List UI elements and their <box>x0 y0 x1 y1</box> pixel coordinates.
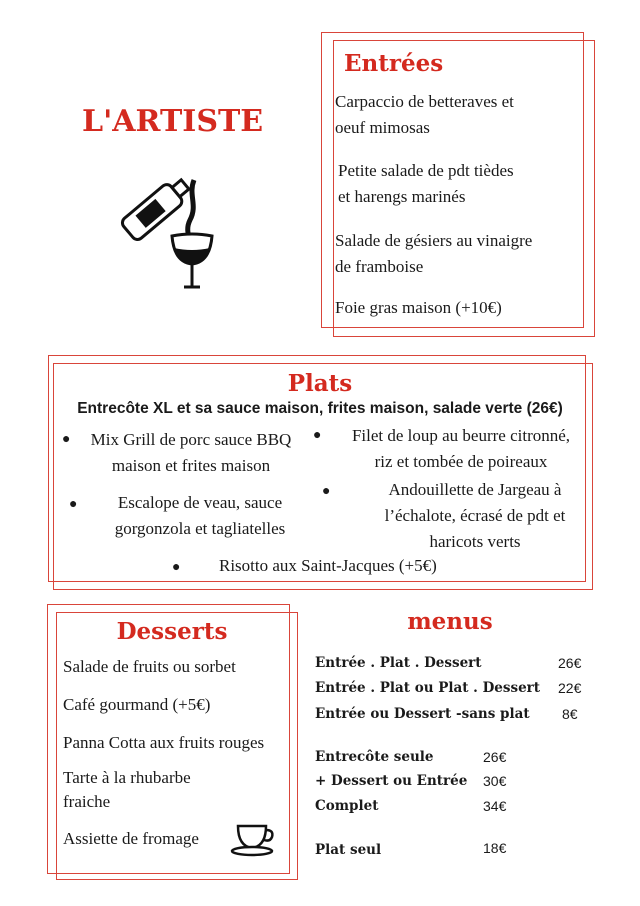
plats-title: Plats <box>287 370 353 397</box>
entree-item: Petite salade de pdt tièdes et harengs marinés <box>338 161 514 206</box>
entree-item: Salade de gésiers au vinaigre de framboise <box>335 231 533 276</box>
dessert-item: Assiette de fromage <box>63 829 199 848</box>
bullet: ● <box>62 432 71 447</box>
plat-item: Mix Grill de porc sauce BBQ maison et frites maison <box>90 430 292 475</box>
entree-item: Foie gras maison (+10€) <box>335 298 502 317</box>
bullet: ● <box>313 428 322 443</box>
menu-row-label: + Dessert ou Entrée <box>315 773 468 789</box>
plats-main-dish: Entrecôte XL et sa sauce maison, frites maison, salade verte (26€) <box>77 400 563 417</box>
menu-row-price: 8€ <box>562 706 578 722</box>
bullet: ● <box>322 484 331 499</box>
dessert-item: Salade de fruits ou sorbet <box>63 657 236 676</box>
menu-row-price: 26€ <box>483 749 507 765</box>
plat-item: Escalope de veau, sauce gorgonzola et tagliatelles <box>114 493 286 538</box>
menus-title: menus <box>407 608 493 635</box>
entree-item: Carpaccio de betteraves et oeuf mimosas <box>335 92 514 137</box>
coffee-cup-icon <box>230 818 280 858</box>
dessert-item: Café gourmand (+5€) <box>63 695 211 714</box>
menu-row-price: 30€ <box>483 773 507 789</box>
menu-row-label: Entrée . Plat . Dessert <box>315 655 482 671</box>
plat-item: Risotto aux Saint-Jacques (+5€) <box>219 556 437 575</box>
menu-row-price: 22€ <box>558 680 582 696</box>
menu-row-label: Complet <box>315 798 379 814</box>
menu-row-price: 34€ <box>483 798 507 814</box>
menu-row-label: Entrée ou Dessert -sans plat <box>315 706 530 722</box>
desserts-title: Desserts <box>116 618 228 645</box>
restaurant-name: L'ARTISTE <box>82 104 264 139</box>
menu-row-label: Plat seul <box>315 842 382 858</box>
bullet: ● <box>172 560 181 575</box>
menu-row-price: 26€ <box>558 655 582 671</box>
menu-row-price: 18€ <box>483 840 507 856</box>
plat-item: Filet de loup au beurre citronné, riz et tombée de poireaux <box>351 426 571 471</box>
entrees-title: Entrées <box>344 50 444 77</box>
plat-item: Andouillette de Jargeau à l’échalote, écrasé de pdt et haricots verts <box>384 480 566 551</box>
dessert-item: Tarte à la rhubarbe fraiche <box>63 768 191 811</box>
menu-row-label: Entrée . Plat ou Plat . Dessert <box>315 680 541 696</box>
bullet: ● <box>69 497 78 512</box>
dessert-item: Panna Cotta aux fruits rouges <box>63 733 265 752</box>
menu-row-label: Entrecôte seule <box>315 749 434 765</box>
wine-pour-icon <box>108 170 218 295</box>
